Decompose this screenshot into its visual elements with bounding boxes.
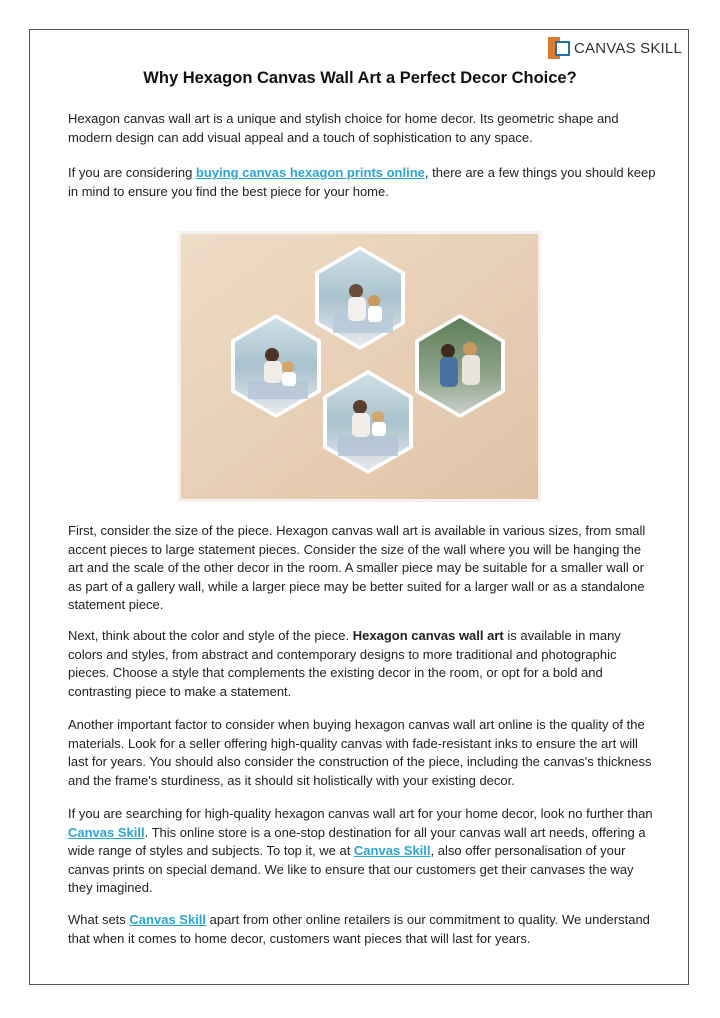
article-title: Why Hexagon Canvas Wall Art a Perfect Decor Choice?	[143, 69, 577, 87]
text: What sets	[68, 912, 130, 927]
canvas-skill-link[interactable]: Canvas Skill	[129, 912, 207, 927]
text: , also offer personalisation of your canvas prints on special demand. We like to ensure that our customers get their canvases the way they imagined.	[68, 843, 634, 896]
text: . This online store is a one-stop destination for all your canvas wall art needs, offering a wide range of styles and subjects. To top it, we at	[68, 824, 646, 859]
paragraph-canvas-skill	[68, 805, 658, 898]
buying-canvas-hexagon-prints-link[interactable]: buying canvas hexagon prints online	[195, 165, 425, 180]
logo-text: CANVAS SKILL	[574, 39, 683, 57]
canvas-skill-logo[interactable]	[548, 37, 682, 59]
paragraph-quality: Another important factor to consider when buying hexagon canvas wall art online is the quality of the materials. Look for a seller offering high-quality canvas with fade-resistant inks to ensure the art will last for years. You should also consider the construction of the piece, including the canvas's thickness and the frame's sturdiness, as it should sit holistically with your existing decor.	[68, 717, 652, 788]
text: If you are searching for high-quality hexagon canvas wall art for your home decor, look no further than	[68, 806, 653, 821]
paragraph-commitment	[68, 911, 658, 948]
paragraph-color-style	[68, 627, 658, 701]
paragraph-intro: Hexagon canvas wall art is a unique and stylish choice for home decor. Its geometric shape and modern design can add visual appeal and a touch of sophistication to any space.	[68, 111, 619, 145]
canvas-skill-link[interactable]: Canvas Skill	[353, 843, 431, 859]
text: Next, think about the color and style of the piece.	[68, 628, 353, 643]
canvas-skill-logo-icon	[548, 37, 570, 59]
text: apart from other online retailers is our commitment to quality. We understand that when it comes to home decor, customers want pieces that will last for years.	[68, 912, 650, 946]
bold-text: Hexagon canvas wall art	[352, 628, 504, 643]
canvas-skill-link[interactable]: Canvas Skill	[68, 824, 145, 840]
hexagon-canvas-wall-photo	[178, 231, 541, 502]
text: is available in many colors and styles, from abstract and contemporary designs to more traditional and photographic pieces. Choose a style that complements the existing decor in the room, or opt for a bold and contrasting piece to make a statement.	[68, 628, 621, 699]
paragraph-size: First, consider the size of the piece. Hexagon canvas wall art is available in various sizes, from small accent pieces to large statement pieces. Consider the size of the wall where you will be hanging the art and the scale of the other decor in the room. A smaller piece may be suitable for a smaller wall or as part of a gallery wall, while a larger piece may be better suited for a larger wall or as a standalone statement piece.	[68, 523, 646, 613]
text: , there are a few things you should keep in mind to ensure you find the best piece for your home.	[68, 165, 656, 199]
paragraph-considering	[68, 164, 658, 201]
text: If you are considering	[68, 165, 196, 180]
